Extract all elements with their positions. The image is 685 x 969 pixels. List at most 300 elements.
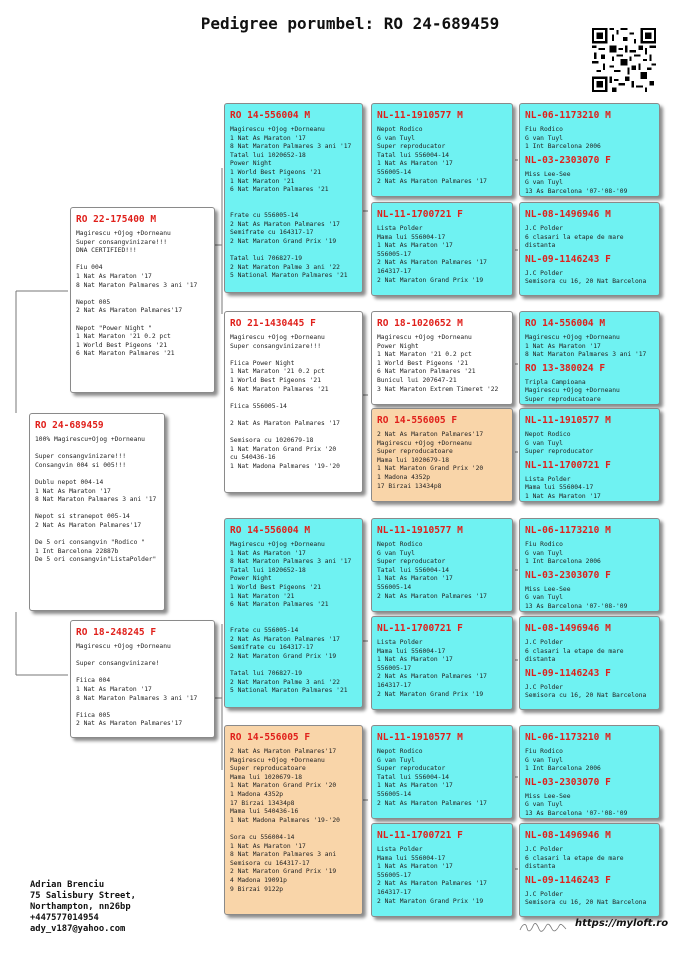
note-line: G van Tuyl [525, 549, 563, 557]
note-line: 2 Nat As Maraton Palmares '17 [377, 799, 487, 807]
note-line: 1 Nat As Maraton '17 [377, 160, 453, 168]
note-line: 2 Nat Maraton Grand Prix '19 [377, 690, 484, 698]
note-line [230, 195, 357, 204]
note-line: Tatal lui 556004-14 [377, 566, 450, 574]
bird-notes [377, 126, 507, 186]
bird-card-sdd [371, 408, 513, 502]
note-line: De 5 ori consangvin "Rodico " [35, 539, 145, 547]
note-line: 6 clasari la etape de mare [525, 233, 624, 241]
ring-number: NL-11-1910577 M [377, 525, 463, 536]
ring-number: RO 14-556005 F [377, 415, 458, 426]
note-line: 2 Nat As Maraton Palmares'17 [35, 521, 142, 529]
note-line: Semifrate cu 164317-17 [230, 644, 314, 652]
note-line: Magirescu +Ojog +Dorneanu [76, 643, 171, 650]
note-line: 556005-14 [377, 790, 412, 798]
bird-notes [76, 643, 209, 729]
note-line: 556005-14 [377, 168, 412, 176]
note-line: Magirescu +Ojog +Dorneanu [525, 387, 620, 395]
owner-contact [30, 880, 136, 935]
note-line [230, 618, 357, 627]
bird-card-pair-1 [519, 103, 660, 197]
note-line: 2 Nat Maraton Palme 3 ani '22 [230, 263, 340, 271]
note-line: DNA CERTIFIED!!! [76, 247, 137, 255]
note-line: 1 Nat Madona Palmares '19-'20 [230, 462, 340, 470]
note-line: Fiica Power Night [230, 359, 295, 367]
note-line: 5 National Maraton Palmares '21 [230, 687, 348, 695]
ring-number: RO 14-556005 F [230, 732, 311, 743]
bird-card-pair-7 [519, 725, 660, 819]
note-line: J.C Polder [525, 683, 563, 691]
bird-card-pair-2 [519, 202, 660, 296]
note-line: 1 Int Barcelona 22887b [35, 547, 119, 555]
bird-card-dam-sire [224, 518, 363, 708]
bird-notes [525, 225, 654, 251]
note-line: 9 Birzai 9122p [230, 885, 284, 893]
note-line: 164317-17 [377, 267, 412, 275]
note-line: Magirescu +Ojog +Dorneanu [377, 334, 472, 341]
note-line: 1 World Best Pigeons '21 [230, 376, 321, 384]
note-line: 1 Nat As Maraton '17 [35, 487, 111, 495]
note-line: Super reproducator [377, 143, 446, 151]
note-line: Fiu Rodico [525, 541, 563, 548]
note-line: Fiu Rodico [525, 126, 563, 133]
bird-notes [377, 846, 507, 906]
note-line: 1 Nat As Maraton '17 [525, 492, 601, 500]
note-line: Super reproducatoare [230, 765, 306, 773]
note-line [35, 505, 159, 514]
note-line [230, 429, 357, 438]
owner-phone: +447577014954 [30, 913, 99, 923]
note-line: Fiu 004 [76, 264, 103, 272]
note-line: 6 clasari la etape de mare [525, 647, 624, 655]
note-line: G van Tuyl [525, 134, 563, 142]
note-line [230, 203, 357, 212]
note-line: J.C Polder [525, 225, 563, 232]
note-line: 1 Nat Maraton Grand Prix '20 [377, 465, 484, 473]
website-link[interactable]: https://myloft.ro [575, 918, 669, 929]
bird-notes [525, 476, 654, 502]
bird-card-dam [70, 620, 215, 738]
note-line [230, 610, 357, 619]
note-line: 2 Nat As Maraton Palmares '17 [230, 635, 340, 643]
note-line: J.C Polder [525, 846, 563, 853]
signature-icon [519, 921, 567, 933]
owner-city: Northampton, nn26bp [30, 902, 131, 912]
note-line: 1 World Best Pigeons '21 [377, 359, 468, 367]
note-line: 1 Nat Maraton Grand Prix '20 [230, 445, 337, 453]
note-line: Magirescu +Ojog +Dorneanu [230, 756, 325, 764]
note-line: 1 Madona 4352p [230, 790, 284, 798]
note-line: Lista Polder [377, 225, 423, 232]
note-line: Lista Polder [525, 475, 571, 483]
note-line: 1 Nat Maraton '21 [230, 177, 295, 185]
note-line: Super reproducator [377, 765, 446, 773]
bird-card-dds [371, 725, 513, 819]
note-line: 2 Nat As Maraton Palmares '17 [230, 419, 340, 427]
note-line: 556005-14 [377, 583, 412, 591]
note-line: Nepot Rodico [525, 431, 571, 438]
note-line: Super reproducatoare [377, 448, 453, 456]
note-line: 1 Nat As Maraton '17 [377, 782, 453, 790]
note-line: Semisora cu 16, 20 Nat Barcelona [525, 899, 647, 907]
owner-street: 75 Salisbury Street, [30, 891, 136, 901]
note-line: G van Tuyl [525, 801, 563, 809]
note-line: Mama lui 540436-16 [230, 808, 299, 816]
ring-number: NL-11-1700721 F [377, 830, 463, 841]
note-line: 2 Nat Maraton Palme 3 ani '22 [230, 678, 340, 686]
ring-number: NL-11-1910577 M [377, 110, 463, 121]
bird-card-sire-dam [224, 311, 363, 493]
note-line: 1 Nat Maraton '21 0.2 pct [377, 351, 472, 359]
note-line: Magirescu +Ojog +Dorneanu [230, 126, 325, 133]
bird-notes [525, 891, 654, 908]
ring-number: NL-08-1496946 M [525, 209, 611, 220]
note-line: 17 Birzai 13434p8 [377, 482, 442, 490]
note-line: 8 Nat Maraton Palmares 3 ani '17 [76, 694, 198, 702]
note-line: Magirescu +Ojog +Dorneanu [230, 334, 325, 341]
bird-card-pair-3 [519, 311, 660, 405]
ring-number: NL-03-2303070 F [525, 569, 611, 581]
note-line: Power Night [377, 342, 419, 350]
note-line [230, 825, 357, 834]
note-line: 1 Nat As Maraton '17 [377, 656, 453, 664]
bird-notes [525, 171, 654, 197]
note-line: 2 Nat As Maraton Palmares '17 [377, 259, 487, 267]
bird-card-dam-dam [224, 725, 363, 915]
note-line: Fiica 005 [76, 711, 111, 719]
note-line: 2 Nat Maraton Grand Prix '19 [377, 897, 484, 905]
ring-number: NL-09-1146243 F [525, 667, 611, 679]
note-line [76, 290, 209, 299]
note-line: 556005-17 [377, 250, 412, 258]
note-line: Lista Polder [377, 639, 423, 646]
note-line: 1 Nat As Maraton '17 [377, 242, 453, 250]
note-line: Miss Lee-See [525, 585, 571, 593]
note-line: Nepot Rodico [377, 748, 423, 755]
note-line: Super reproducator [377, 558, 446, 566]
note-line: Semifrate cu 164317-17 [230, 229, 314, 237]
bird-notes [230, 334, 357, 472]
note-line: 6 Nat Maraton Palmares '21 [230, 601, 329, 609]
bird-card-pair-4 [519, 408, 660, 502]
ring-number: NL-09-1146243 F [525, 253, 611, 265]
bird-notes [35, 436, 159, 565]
bird-notes [525, 126, 654, 152]
note-line: 1 Nat Maraton Grand Prix '20 [230, 782, 337, 790]
note-line: Frate cu 556005-14 [230, 211, 299, 219]
note-line: 8 Nat Maraton Palmares 3 ani '17 [76, 281, 198, 289]
ring-number: NL-03-2303070 F [525, 776, 611, 788]
note-line: Mama lui 1020679-18 [377, 456, 450, 464]
note-line: 164317-17 [377, 888, 412, 896]
note-line: Nepot Rodico [377, 126, 423, 133]
note-line [35, 470, 159, 479]
note-line: Super consangvinizare!!! [230, 342, 321, 350]
bird-card-sss [371, 103, 513, 197]
note-line: 2 Nat As Maraton Palmares'17 [76, 307, 183, 315]
note-line: Super consangvinizare!!! [35, 453, 126, 461]
note-line: distanta [525, 863, 556, 871]
note-line: Nepot "Power Night " [76, 324, 152, 332]
bird-notes [377, 639, 507, 699]
note-line: Tatal lui 1020652-18 [230, 566, 306, 574]
ring-number: RO 22-175400 M [76, 214, 157, 225]
note-line: Mama lui 1020679-18 [230, 773, 303, 781]
note-line: 1 Nat As Maraton '17 [76, 685, 152, 693]
note-line: Tatal lui 1020652-18 [230, 151, 306, 159]
note-line: 1 Nat Maraton '21 0.2 pct [230, 368, 325, 376]
note-line: Dublu nepot 004-14 [35, 478, 104, 486]
note-line: Miss Lee-See [525, 792, 571, 800]
note-line: Tatal lui 556004-14 [377, 151, 450, 159]
bird-notes [230, 748, 357, 894]
bird-notes [377, 541, 507, 601]
note-line: 1 Madona 4352p [377, 473, 431, 481]
note-line: G van Tuyl [525, 179, 563, 187]
note-line: Magirescu +Ojog +Dorneanu [230, 541, 325, 548]
note-line: distanta [525, 656, 556, 664]
note-line: Consangvin 004 si 005!!! [35, 461, 126, 469]
bird-card-sds [371, 311, 513, 405]
ring-number: NL-11-1700721 F [525, 459, 611, 471]
note-line: Semisora cu 16, 20 Nat Barcelona [525, 278, 647, 286]
note-line: J.C Polder [525, 269, 563, 277]
note-line: Lista Polder [377, 846, 423, 853]
note-line: 6 Nat Maraton Palmares '21 [377, 368, 476, 376]
note-line: cu 540436-16 [230, 454, 276, 462]
note-line [76, 652, 209, 661]
note-line: 164317-17 [377, 681, 412, 689]
note-line: Magirescu +Ojog +Dorneanu [377, 439, 472, 447]
note-line: 6 Nat Maraton Palmares '21 [230, 186, 329, 194]
note-line: 2 Nat As Maraton Palmares '17 [377, 880, 487, 888]
bird-notes [525, 334, 654, 360]
note-line [76, 669, 209, 678]
note-line [76, 256, 209, 265]
note-line: 3 Nat Maraton Extrem Timeret '22 [377, 385, 499, 393]
note-line: Fiu Rodico [525, 748, 563, 755]
note-line: 2 Nat As Maraton Palmares'17 [230, 748, 337, 755]
note-line: Sora cu 556004-14 [230, 833, 295, 841]
note-line: 1 Int Barcelona 2006 [525, 558, 601, 566]
note-line: 8 Nat Maraton Palmares 3 ani '17 [230, 558, 352, 566]
bird-card-ssd [371, 202, 513, 296]
note-line: Super consangvinizare!!! [76, 238, 167, 246]
ring-number: RO 18-248245 F [76, 627, 157, 638]
note-line: Tatal lui 706827-19 [230, 669, 303, 677]
ring-number: RO 24-689459 [35, 420, 104, 431]
owner-email[interactable]: ady_v187@yahoo.com [30, 924, 126, 934]
ring-number: NL-08-1496946 M [525, 623, 611, 634]
bird-notes [525, 431, 654, 457]
note-line: G van Tuyl [377, 549, 415, 557]
note-line [35, 531, 159, 540]
bird-card-dss [371, 518, 513, 612]
note-line: 100% Magirescu+Ojog +Dorneanu [35, 436, 145, 443]
note-line: 1 Nat As Maraton '17 [230, 549, 306, 557]
bird-notes [230, 541, 357, 696]
note-line: 2 Nat Maraton Grand Prix '19 [230, 652, 337, 660]
bird-card-subject [29, 413, 165, 611]
note-line: 1 Nat Madona Palmares '19-'20 [230, 816, 340, 824]
note-line: 1 Int Barcelona 2006 [525, 765, 601, 773]
page-title: Pedigree porumbel: RO 24-689459 [200, 14, 500, 33]
note-line: Mama lui 556004-17 [377, 647, 446, 655]
note-line: G van Tuyl [525, 594, 563, 602]
note-line [35, 445, 159, 454]
note-line: 6 clasari la etape de mare [525, 854, 624, 862]
note-line: Nepot si stranepot 005-14 [35, 513, 130, 521]
note-line: 1 Nat As Maraton '17 [76, 272, 152, 280]
bird-card-pair-6 [519, 616, 660, 710]
bird-notes [525, 541, 654, 567]
note-line: 1 Nat As Maraton '17 [377, 575, 453, 583]
note-line: distanta [525, 242, 556, 250]
note-line: G van Tuyl [377, 756, 415, 764]
note-line: 556005-17 [377, 664, 412, 672]
note-line [230, 394, 357, 403]
bird-card-dsd [371, 616, 513, 710]
note-line: Frate cu 556005-14 [230, 626, 299, 634]
note-line: Super consangvinizare! [76, 660, 160, 668]
note-line: 4 Madona 19091p [230, 876, 287, 884]
note-line: 1 Nat As Maraton '17 [525, 342, 601, 350]
ring-number: NL-06-1173210 M [525, 732, 611, 743]
note-line: 2 Nat Maraton Grand Prix '19 [377, 276, 484, 284]
bird-notes [525, 639, 654, 665]
note-line: 1 Nat As Maraton '17 [230, 134, 306, 142]
note-line: G van Tuyl [525, 439, 563, 447]
note-line: 1 World Best Pigeons '21 [230, 168, 321, 176]
ring-number: NL-03-2303070 F [525, 154, 611, 166]
note-line: Tatal lui 706827-19 [230, 254, 303, 262]
note-line: J.C Polder [525, 639, 563, 646]
bird-notes [525, 586, 654, 612]
note-line: Semisora cu 1020679-18 [230, 437, 314, 445]
note-line: Mama lui 556004-17 [377, 233, 446, 241]
note-line: Semisora cu 164317-17 [230, 859, 310, 867]
note-line: De 5 ori consangvin"ListaPolder" [35, 556, 157, 564]
note-line [230, 246, 357, 255]
ring-number: RO 13-380024 F [525, 362, 606, 374]
bird-notes [377, 334, 507, 394]
bird-notes [230, 126, 357, 281]
note-line: 2 Nat As Maraton Palmares '17 [377, 673, 487, 681]
note-line: 2 Nat As Maraton Palmares'17 [76, 720, 183, 728]
note-line: Tatal lui 556004-14 [377, 773, 450, 781]
ring-number: NL-11-1700721 F [377, 623, 463, 634]
bird-notes [377, 431, 507, 491]
note-line: 8 Nat Maraton Palmares 3 ani '17 [525, 351, 647, 359]
note-line: Magirescu +Ojog +Dorneanu [525, 334, 620, 341]
ring-number: NL-11-1910577 M [525, 415, 611, 426]
note-line [76, 316, 209, 325]
ring-number: NL-06-1173210 M [525, 110, 611, 121]
ring-number: NL-11-1700721 F [377, 209, 463, 220]
bird-card-sire-sire [224, 103, 363, 293]
ring-number: RO 21-1430445 F [230, 318, 316, 329]
note-line: 17 Birzai 13434p8 [230, 799, 295, 807]
note-line: 2 Nat Maraton Grand Prix '19 [230, 237, 337, 245]
note-line: Tripla Campioana [525, 378, 586, 386]
note-line: 1 World Best Pigeons '21 [230, 583, 321, 591]
bird-notes [525, 270, 654, 287]
note-line: Power Night [230, 575, 272, 583]
note-line: Fiica 004 [76, 677, 111, 685]
note-line: 5 National Maraton Palmares '21 [230, 272, 348, 280]
ring-number: RO 18-1020652 M [377, 318, 463, 329]
note-line: Nepot Rodico [377, 541, 423, 548]
note-line [230, 661, 357, 670]
note-line: G van Tuyl [525, 756, 563, 764]
bird-notes [76, 230, 209, 359]
note-line: 6 Nat Maraton Palmares '21 [230, 385, 329, 393]
note-line: 2 Nat As Maraton Palmares'17 [377, 431, 484, 438]
bird-card-ddd [371, 823, 513, 917]
ring-number: NL-08-1496946 M [525, 830, 611, 841]
note-line: 2 Nat As Maraton Palmares '17 [230, 220, 340, 228]
note-line [230, 351, 357, 360]
note-line: Semisora cu 16, 20 Nat Barcelona [525, 692, 647, 700]
note-line: 1 Nat Maraton '21 [230, 592, 295, 600]
note-line: 2 Nat As Maraton Palmares '17 [377, 177, 487, 185]
ring-number: NL-11-1910577 M [377, 732, 463, 743]
note-line: 556005-17 [377, 871, 412, 879]
note-line: 2 Nat As Maraton Palmares '17 [377, 592, 487, 600]
bird-card-pair-8 [519, 823, 660, 917]
note-line [76, 703, 209, 712]
bird-notes [525, 793, 654, 819]
ring-number: RO 14-556004 M [230, 525, 311, 536]
note-line: Super reproducator [525, 448, 594, 456]
note-line: 13 As Barcelona '07-'08-'09 [525, 187, 628, 195]
note-line: 2 Nat Maraton Grand Prix '19 [230, 868, 337, 876]
ring-number: RO 14-556004 M [230, 110, 311, 121]
note-line: 8 Nat Maraton Palmares 3 ani '17 [35, 496, 157, 504]
note-line: G van Tuyl [377, 134, 415, 142]
bird-notes [525, 379, 654, 405]
bird-notes [525, 748, 654, 774]
bird-card-pair-5 [519, 518, 660, 612]
note-line: 1 Nat As Maraton '17 [230, 842, 306, 850]
note-line [230, 411, 357, 420]
note-line: 13 As Barcelona '07-'08-'09 [525, 809, 628, 817]
note-line: 8 Nat Maraton Palmares 3 ani '17 [230, 143, 352, 151]
bird-notes [377, 748, 507, 808]
note-line: 8 Nat Maraton Palmares 3 ani [230, 851, 337, 859]
note-line: 6 Nat Maraton Palmares '21 [76, 350, 175, 358]
note-line: 1 World Best Pigeons '21 [76, 341, 167, 349]
owner-name: Adrian Brenciu [30, 880, 105, 890]
bird-notes [525, 684, 654, 701]
note-line: Super reproducatoare [525, 395, 601, 403]
note-line: 1 Nat As Maraton '17 [377, 863, 453, 871]
note-line: 1 Int Barcelona 2006 [525, 143, 601, 151]
ring-number: NL-06-1173210 M [525, 525, 611, 536]
note-line: Fiica 556005-14 [230, 402, 287, 410]
note-line: 13 As Barcelona '07-'08-'09 [525, 602, 628, 610]
ring-number: NL-09-1146243 F [525, 874, 611, 886]
note-line: Magirescu +Ojog +Dorneanu [76, 230, 171, 237]
note-line: Miss Lee-See [525, 170, 571, 178]
note-line: Mama lui 556004-17 [525, 484, 594, 492]
bird-notes [377, 225, 507, 285]
note-line: Nepot 005 [76, 298, 111, 306]
ring-number: RO 14-556004 M [525, 318, 606, 329]
bird-notes [525, 846, 654, 872]
note-line: Power Night [230, 160, 272, 168]
bird-card-sire [70, 207, 215, 393]
